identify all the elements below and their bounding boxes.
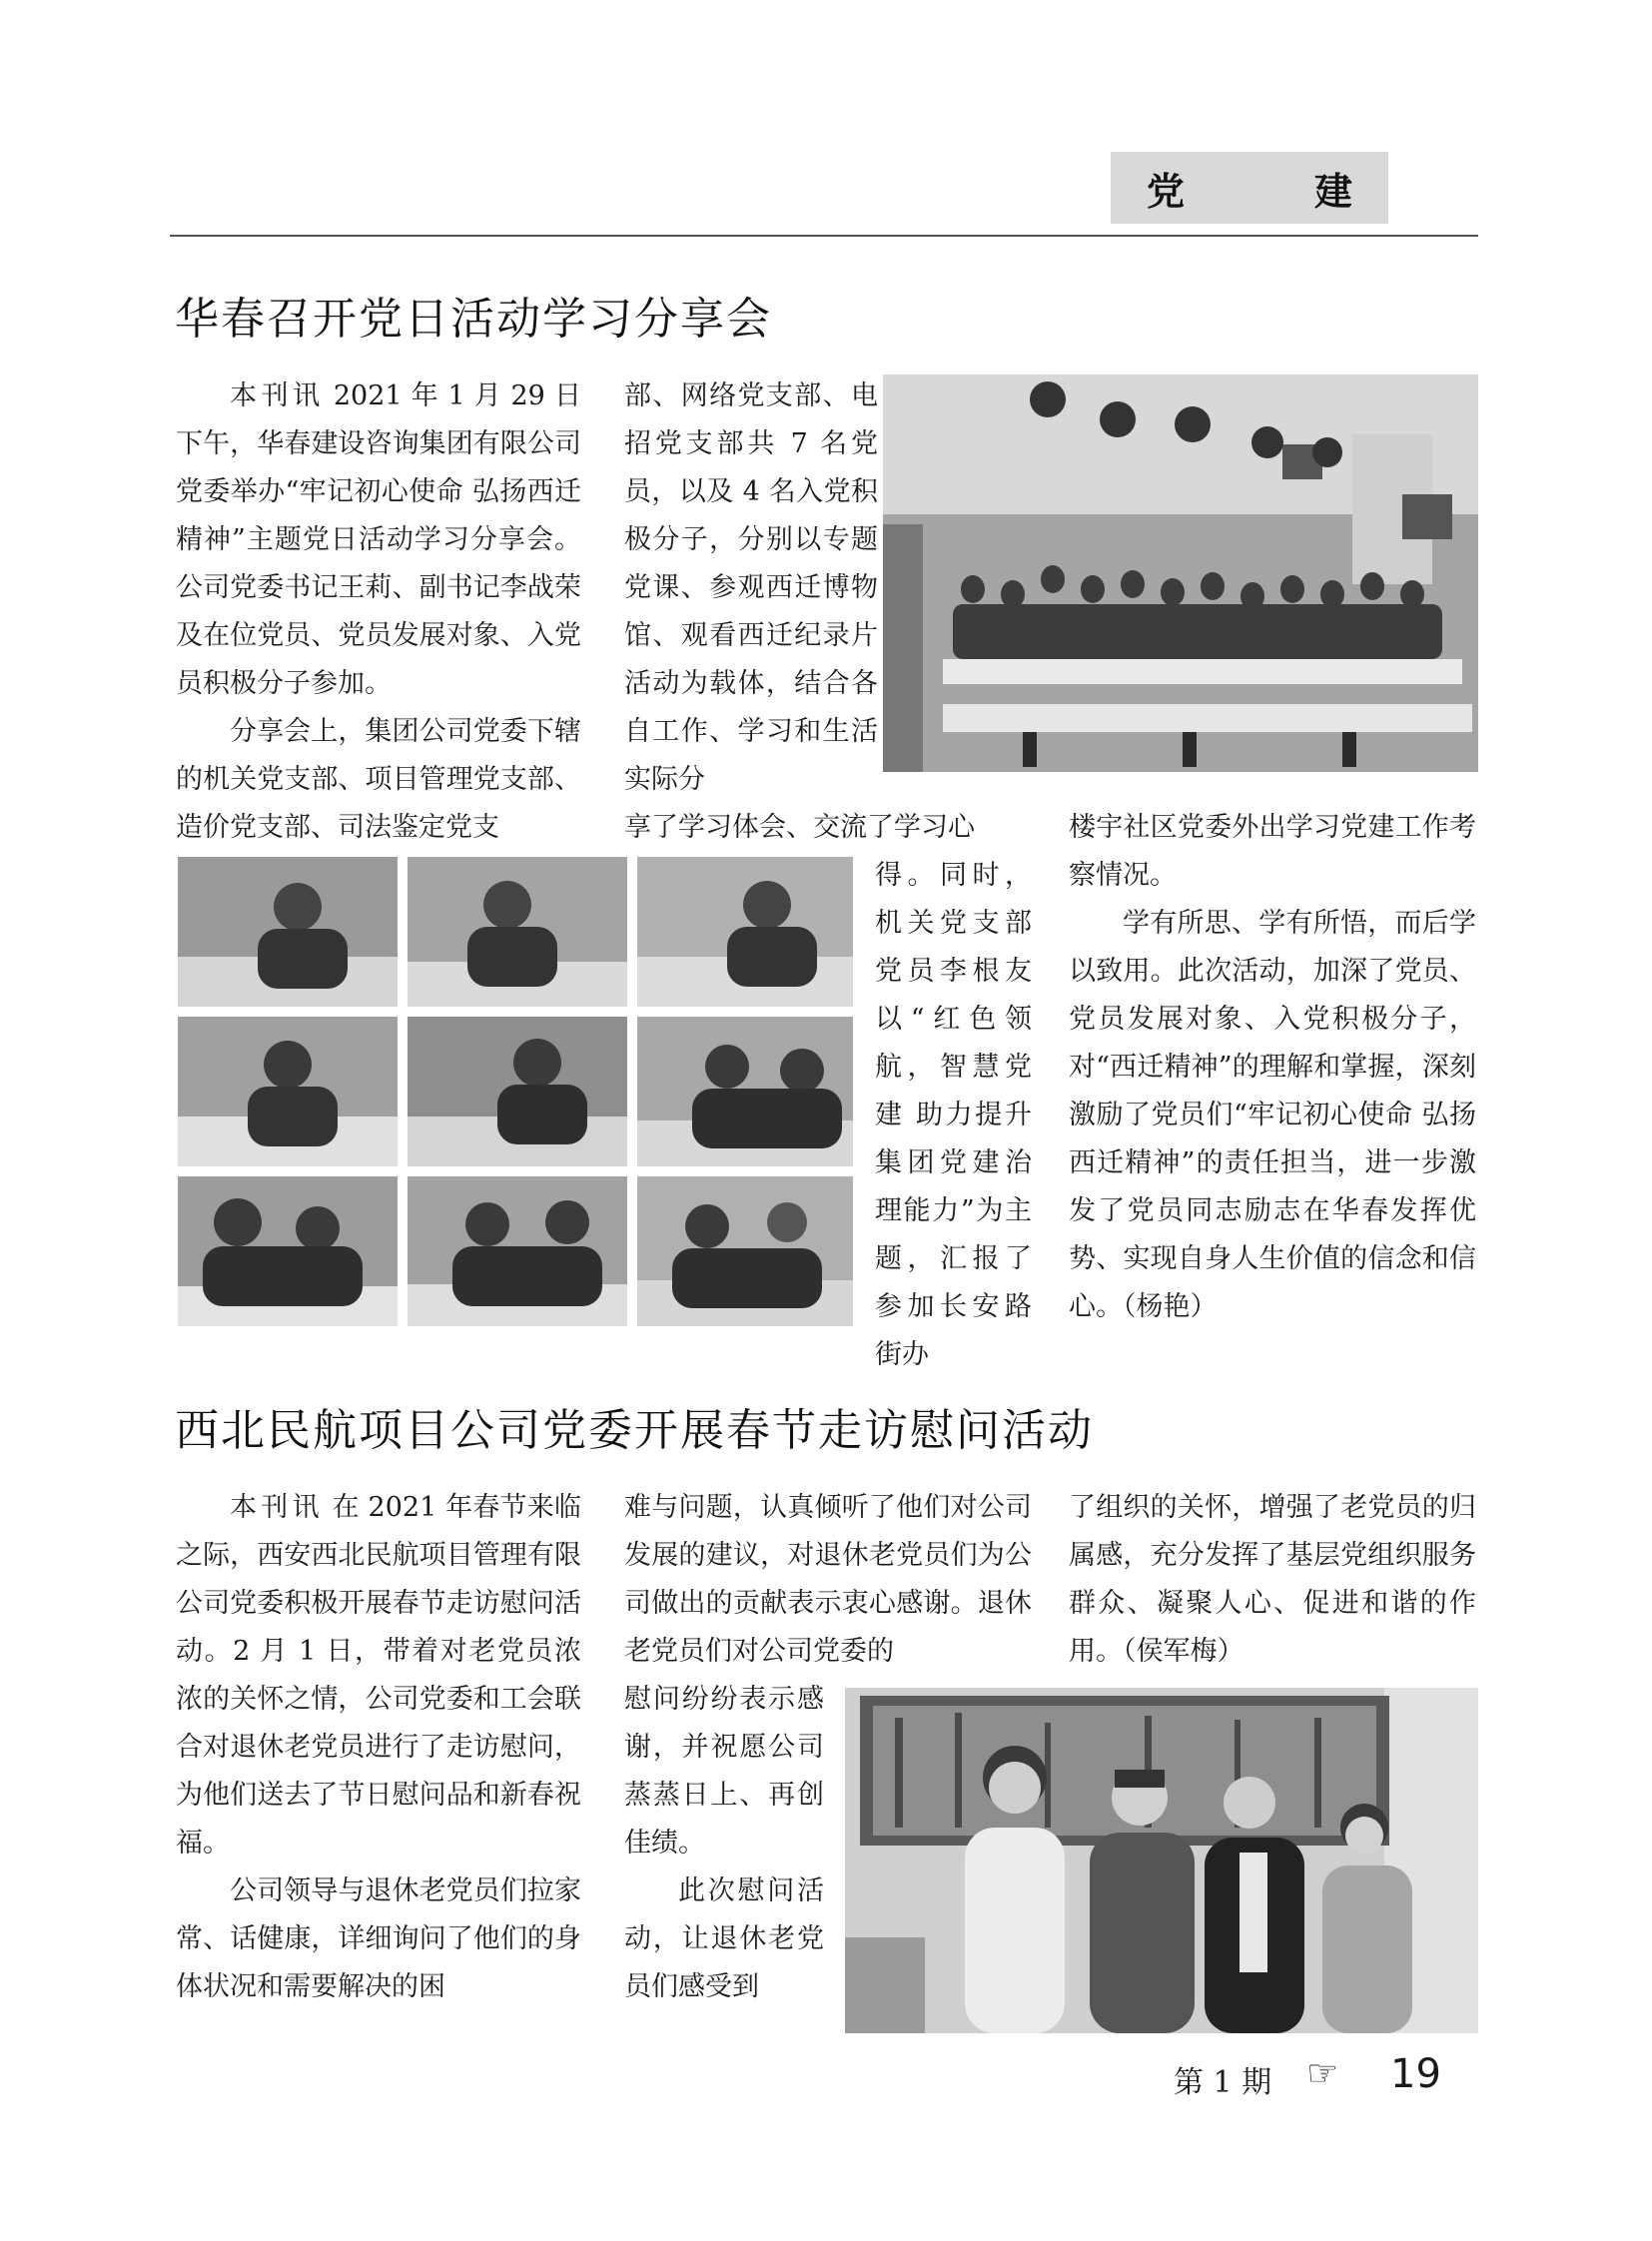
article2-author: （侯军梅） bbox=[1123, 1636, 1244, 1667]
article2-col2-narrow-p2: 此次慰问活动，让退休老党员们感受到 bbox=[624, 1875, 824, 2002]
page-number: 19 bbox=[1390, 2051, 1441, 2097]
issue-number: 第 1 期 bbox=[1174, 2065, 1272, 2100]
meeting-room-photo bbox=[883, 374, 1478, 772]
article2-col1-p1: 在 2021 年春节来临之际，西安西北民航项目管理有限公司党委积极开展春节走访慰问活动。2 月 1 日，带着对老党员浓浓的关怀之情，公司党委和工会联合对退休老党员进行了走访慰问，为他们送去了节日慰问品和新春祝福。 bbox=[176, 1492, 582, 1859]
article1-column-1 bbox=[176, 373, 581, 852]
attendee-photo bbox=[637, 1176, 853, 1326]
pointing-hand-icon: ☞ bbox=[1306, 2053, 1339, 2094]
attendee-photo bbox=[178, 857, 398, 1007]
article2-title: 西北民航项目公司党委开展春节走访慰问活动 bbox=[175, 1405, 1094, 1456]
attendee-photo bbox=[637, 857, 853, 1007]
article1-byline: 本刊讯 bbox=[230, 380, 325, 411]
article1-col3-p2: 学有所思、学有所悟，而后学以致用。此次活动，加深了党员、党员发展对象、入党积极分子，对“西迁精神”的理解和掌握，深刻激励了党员们“牢记初心使命 弘扬西迁精神”的责任担当，进一步激发了党员同志励志在华春发挥优势、实现自身人生价值的信念和信心。 bbox=[1069, 908, 1476, 1322]
attendee-photo bbox=[408, 1176, 627, 1326]
article2-byline: 本刊讯 bbox=[230, 1492, 324, 1523]
attendee-photo bbox=[408, 1017, 627, 1166]
attendee-photo bbox=[408, 857, 627, 1007]
article1-col2-top: 部、网络党支部、电招党支部共 7 名党员，以及 4 名入党积极分子，分别以专题党课、参观西迁博物馆、观看西迁纪录片活动为载体，结合各自工作、学习和生活实际分 bbox=[624, 380, 878, 795]
article2-col1-p2: 公司领导与退休老党员们拉家常、话健康，详细询问了他们的身体状况和需要解决的困 bbox=[176, 1875, 581, 2002]
article2-col3: 了组织的关怀，增强了老党员的归属感，充分发挥了基层党组织服务群众、凝聚人心、促进和谐的作用。 bbox=[1069, 1492, 1476, 1667]
article1-col2-wide: 享了学习体会、交流了学习心 bbox=[624, 812, 975, 843]
article1-column-2-narrow bbox=[875, 852, 1032, 1379]
article1-col1-p2: 分享会上，集团公司党委下辖的机关党支部、项目管理党支部、造价党支部、司法鉴定党支 bbox=[176, 716, 581, 843]
attendee-photo-grid bbox=[178, 857, 853, 1348]
attendee-photo bbox=[178, 1176, 398, 1326]
article1-column-2-wide bbox=[624, 804, 1032, 852]
article1-column-3 bbox=[1069, 804, 1476, 1331]
attendee-photo bbox=[637, 1017, 853, 1166]
article1-col2-narrow: 得。同时，机关党支部党员李根友以“红色领航，智慧党建 助力提升集团党建治理能力”为主题，汇报了参加长安路街办 bbox=[875, 860, 1032, 1370]
article2-column-3 bbox=[1069, 1484, 1476, 1676]
section-tab-char-2: 建 bbox=[1313, 169, 1352, 214]
article1-col3-p1: 楼宇社区党委外出学习党建工作考察情况。 bbox=[1069, 812, 1476, 891]
article2-column-2-narrow bbox=[624, 1676, 824, 2011]
article1-column-2-top bbox=[624, 373, 878, 804]
article2-column-2-top bbox=[624, 1484, 1032, 1676]
attendee-photo bbox=[178, 1017, 398, 1166]
article2-col2-narrow-p1: 慰问纷纷表示感谢，并祝愿公司蒸蒸日上、再创佳绩。 bbox=[624, 1684, 824, 1859]
header-rule bbox=[170, 235, 1478, 237]
section-tab-char-1: 党 bbox=[1147, 169, 1186, 214]
article2-col2-top: 难与问题，认真倾听了他们对公司发展的建议，对退休老党员们为公司做出的贡献表示衷心感谢。退休老党员们对公司党委的 bbox=[624, 1492, 1032, 1667]
section-tab bbox=[1111, 152, 1388, 224]
article1-title: 华春召开党日活动学习分享会 bbox=[175, 294, 772, 345]
visit-group-photo bbox=[845, 1688, 1478, 2033]
article1-author: （杨艳） bbox=[1123, 1291, 1218, 1322]
article2-column-1 bbox=[176, 1484, 581, 2011]
article1-col1-p1: 2021 年 1 月 29 日下午，华春建设咨询集团有限公司党委举办“牢记初心使命 弘扬西迁精神”主题党日活动学习分享会。公司党委书记王莉、副书记李战荣及在位党员、党员发展对象、入党员积极分子参加。 bbox=[176, 380, 582, 699]
